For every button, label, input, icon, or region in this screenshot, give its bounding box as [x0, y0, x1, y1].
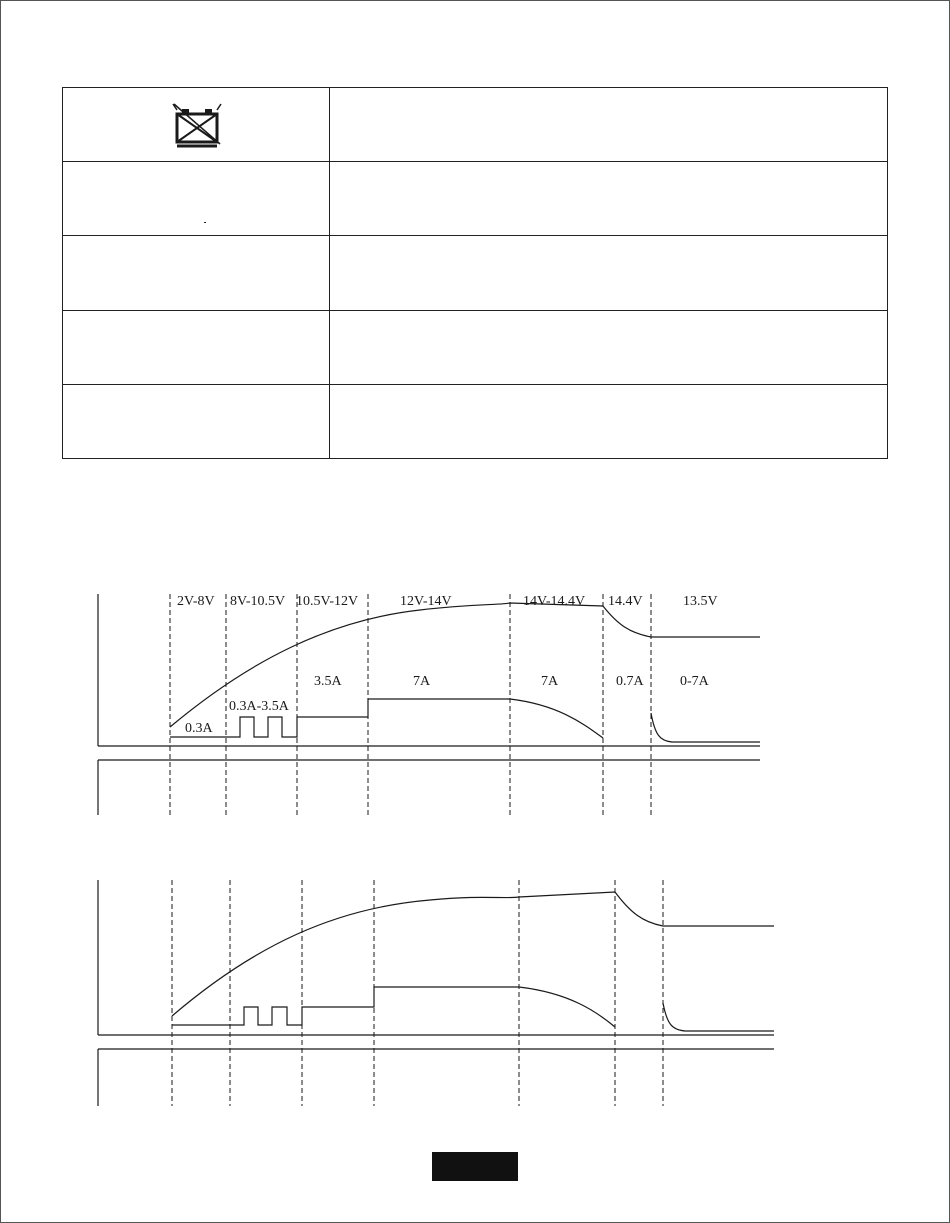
current-label: 7A: [541, 674, 559, 689]
voltage-label: 10.5V-12V: [296, 594, 359, 609]
voltage-label: 12V-14V: [400, 594, 452, 609]
voltage-curve: [172, 892, 774, 1016]
current-label: 7A: [413, 674, 431, 689]
charging-curve-chart-2: [98, 880, 774, 1106]
charging-curve-chart-1: [98, 594, 760, 815]
voltage-label: 14.4V: [608, 594, 643, 609]
current-label: 0.3A: [185, 721, 213, 736]
current-label: 0.3A-3.5A: [229, 699, 289, 714]
current-float-curve: [651, 713, 760, 742]
current-float-curve: [663, 1003, 774, 1031]
current-curve: [172, 987, 615, 1027]
current-label: 3.5A: [314, 674, 342, 689]
voltage-label: 14V-14.4V: [523, 594, 586, 609]
current-label: 0-7A: [680, 674, 709, 689]
voltage-label: 13.5V: [683, 594, 718, 609]
current-label: 0.7A: [616, 674, 644, 689]
voltage-label: 2V-8V: [177, 594, 215, 609]
page-number-box: [432, 1152, 518, 1181]
voltage-label: 8V-10.5V: [230, 594, 286, 609]
